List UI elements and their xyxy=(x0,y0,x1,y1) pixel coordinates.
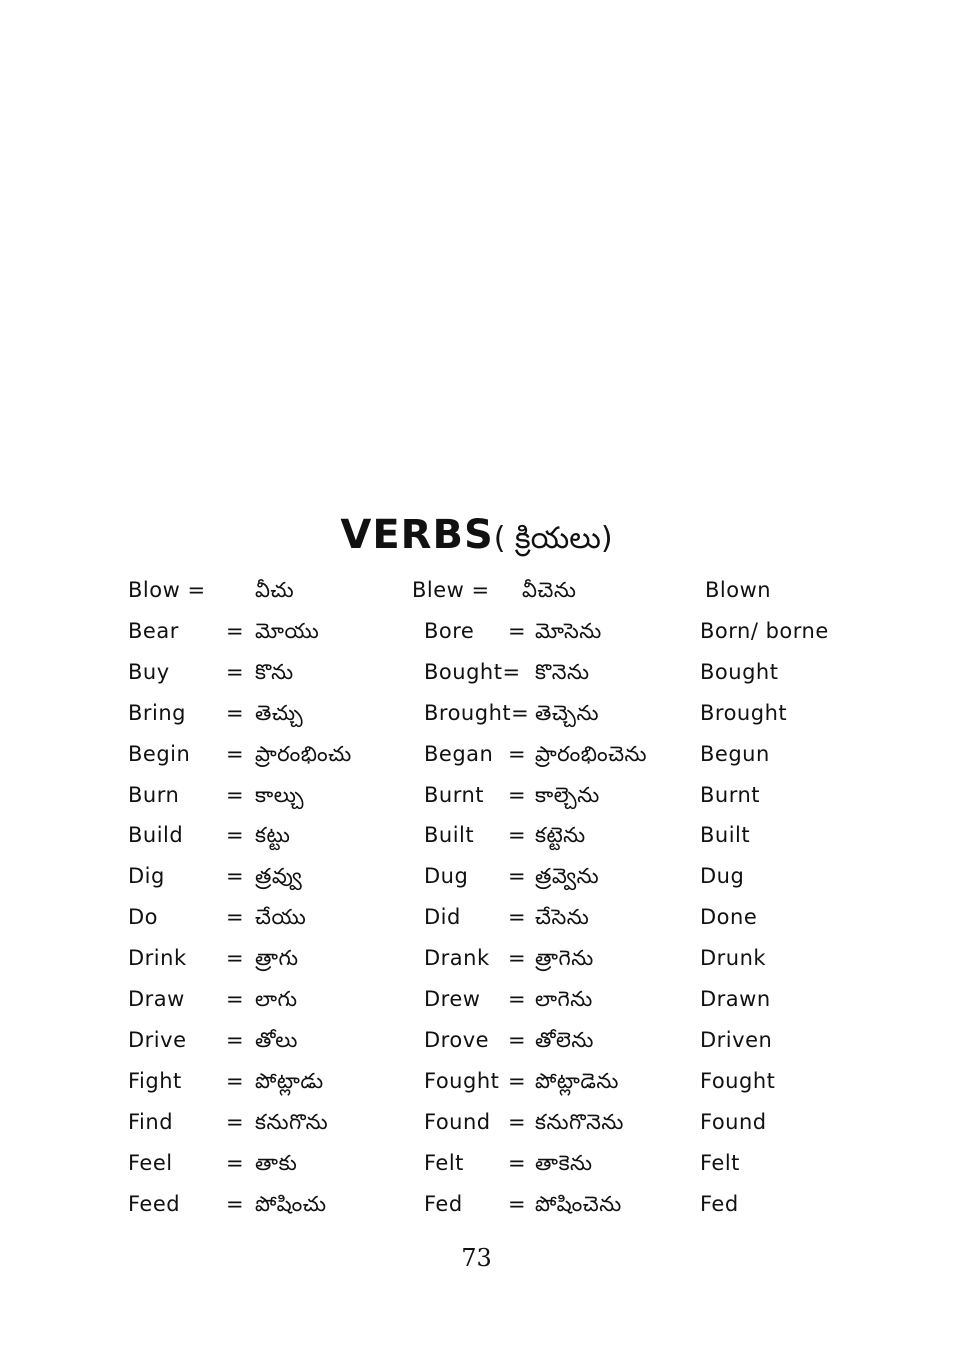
verb-meaning: ప్రారంభించు xyxy=(255,741,352,766)
equals-sign: = xyxy=(226,1109,245,1134)
table-row xyxy=(0,905,953,945)
verb-past-meaning: కాల్చెను xyxy=(535,782,600,807)
verb-past: Fought xyxy=(424,1068,500,1093)
verb-meaning: లాగు xyxy=(255,987,298,1011)
verb-past-meaning: పోషించెను xyxy=(535,1191,622,1216)
equals-sign: = xyxy=(508,1150,527,1175)
table-row xyxy=(0,1151,953,1191)
verb-meaning: కట్టు xyxy=(255,823,291,848)
verb-past-meaning: త్రాగెను xyxy=(535,946,594,971)
verb-present: Feed xyxy=(128,1191,181,1216)
verb-present: Bring xyxy=(128,700,187,725)
table-row xyxy=(0,578,953,618)
verb-past-meaning: చేసెను xyxy=(535,905,590,930)
title-english: VERBS xyxy=(340,512,494,558)
verb-past: Built xyxy=(424,823,475,848)
equals-sign: = xyxy=(226,1191,245,1216)
equals-sign: = xyxy=(226,741,245,766)
verb-past-meaning: తాకెను xyxy=(535,1150,593,1175)
verb-past-meaning: త్రవ్వెను xyxy=(535,864,600,889)
verb-past: Bore xyxy=(424,618,475,643)
verb-past-meaning: ప్రారంభించెను xyxy=(535,741,648,766)
verb-past: Drove xyxy=(424,1027,490,1052)
verb-participle: Done xyxy=(700,905,758,930)
verb-meaning: త్రాగు xyxy=(255,946,299,971)
equals-sign: = xyxy=(226,782,245,807)
table-row xyxy=(0,701,953,741)
verb-participle: Fed xyxy=(700,1191,739,1216)
equals-sign: = xyxy=(508,946,527,971)
verb-past-meaning: తోలెను xyxy=(535,1027,594,1052)
table-row xyxy=(0,1069,953,1109)
verb-past: Felt xyxy=(424,1150,464,1175)
table-row xyxy=(0,946,953,986)
equals-sign: = xyxy=(226,700,245,725)
verb-meaning: తెచ్చు xyxy=(255,700,304,725)
verb-past-meaning: కొనెను xyxy=(535,659,590,684)
verb-past: Drank xyxy=(424,946,490,971)
verb-participle: Drawn xyxy=(700,987,771,1011)
table-row xyxy=(0,1192,953,1232)
equals-sign: = xyxy=(508,1109,527,1134)
verb-meaning: పోషించు xyxy=(255,1191,327,1216)
verb-past-meaning: లాగెను xyxy=(535,987,593,1011)
verb-present: Drive xyxy=(128,1027,187,1052)
equals-sign: = xyxy=(226,1027,245,1052)
verb-participle: Drunk xyxy=(700,946,767,971)
verb-present: Drink xyxy=(128,946,187,971)
verb-participle: Fought xyxy=(700,1068,776,1093)
verb-meaning: మోయు xyxy=(255,618,320,643)
equals-sign: = xyxy=(508,618,527,643)
equals-sign: = xyxy=(508,1068,527,1093)
verb-meaning: వీచు xyxy=(255,578,295,602)
title-telugu: ( క్రియలు) xyxy=(493,521,613,556)
verb-participle: Born/ borne xyxy=(700,618,829,643)
equals-sign: = xyxy=(226,618,245,643)
equals-sign: = xyxy=(508,782,527,807)
table-row xyxy=(0,619,953,659)
verb-past: Drew xyxy=(424,987,481,1011)
equals-sign: = xyxy=(508,864,527,889)
equals-sign: = xyxy=(226,823,245,848)
verb-meaning: చేయు xyxy=(255,905,307,930)
verb-past: Began xyxy=(424,741,494,766)
verb-present: Draw xyxy=(128,987,185,1011)
verb-past: Blew = xyxy=(412,578,490,602)
equals-sign: = xyxy=(226,659,245,684)
table-row xyxy=(0,742,953,782)
equals-sign: = xyxy=(226,946,245,971)
equals-sign: = xyxy=(508,1027,527,1052)
table-row xyxy=(0,987,953,1027)
verb-past: Dug xyxy=(424,864,469,889)
equals-sign: = xyxy=(226,905,245,930)
equals-sign: = xyxy=(226,987,245,1011)
table-row xyxy=(0,864,953,904)
verb-participle: Bought xyxy=(700,659,779,684)
verb-participle: Burnt xyxy=(700,782,761,807)
verb-past-meaning: కనుగొనెను xyxy=(535,1109,624,1134)
verb-past: Did xyxy=(424,905,461,930)
verb-past: Brought= xyxy=(424,700,530,725)
verb-meaning: కనుగొను xyxy=(255,1109,329,1134)
verb-present: Buy xyxy=(128,659,170,684)
verb-participle: Brought xyxy=(700,700,788,725)
verb-participle: Blown xyxy=(705,578,772,602)
verb-meaning: కొను xyxy=(255,659,294,684)
verb-past-meaning: వీచెను xyxy=(522,578,577,602)
equals-sign: = xyxy=(508,987,527,1011)
verb-present: Build xyxy=(128,823,184,848)
verb-present: Burn xyxy=(128,782,180,807)
verb-past-meaning: పోట్లాడెను xyxy=(535,1068,619,1093)
verb-present: Bear xyxy=(128,618,179,643)
verb-past: Fed xyxy=(424,1191,463,1216)
verb-past: Burnt xyxy=(424,782,485,807)
verb-present: Do xyxy=(128,905,159,930)
table-row xyxy=(0,823,953,863)
equals-sign: = xyxy=(226,864,245,889)
verb-past: Found xyxy=(424,1109,491,1134)
verb-present: Blow = xyxy=(128,578,206,602)
equals-sign: = xyxy=(226,1068,245,1093)
verb-participle: Begun xyxy=(700,741,770,766)
page-title xyxy=(0,512,953,563)
verb-present: Begin xyxy=(128,741,191,766)
equals-sign: = xyxy=(508,1191,527,1216)
equals-sign: = xyxy=(508,905,527,930)
verb-meaning: త్రవ్వు xyxy=(255,864,303,889)
verb-present: Feel xyxy=(128,1150,173,1175)
verb-past-meaning: తెచ్చెను xyxy=(535,700,599,725)
verb-participle: Built xyxy=(700,823,751,848)
verb-participle: Dug xyxy=(700,864,745,889)
verb-present: Fight xyxy=(128,1068,182,1093)
verb-past-meaning: మోసెను xyxy=(535,618,602,643)
table-row xyxy=(0,660,953,700)
table-row xyxy=(0,783,953,823)
verb-past: Bought= xyxy=(424,659,521,684)
verb-meaning: కాల్చు xyxy=(255,782,304,807)
verb-present: Find xyxy=(128,1109,174,1134)
verb-meaning: తాకు xyxy=(255,1150,298,1175)
verb-present: Dig xyxy=(128,864,165,889)
verb-participle: Found xyxy=(700,1109,767,1134)
page-number: 73 xyxy=(461,1244,492,1272)
equals-sign: = xyxy=(508,823,527,848)
table-row xyxy=(0,1110,953,1150)
equals-sign: = xyxy=(226,1150,245,1175)
equals-sign: = xyxy=(508,741,527,766)
verb-meaning: తోలు xyxy=(255,1027,298,1052)
table-row xyxy=(0,1028,953,1068)
verb-participle: Felt xyxy=(700,1150,740,1175)
verb-past-meaning: కట్టెను xyxy=(535,823,586,848)
verb-participle: Driven xyxy=(700,1027,773,1052)
verb-meaning: పోట్లాడు xyxy=(255,1068,324,1093)
